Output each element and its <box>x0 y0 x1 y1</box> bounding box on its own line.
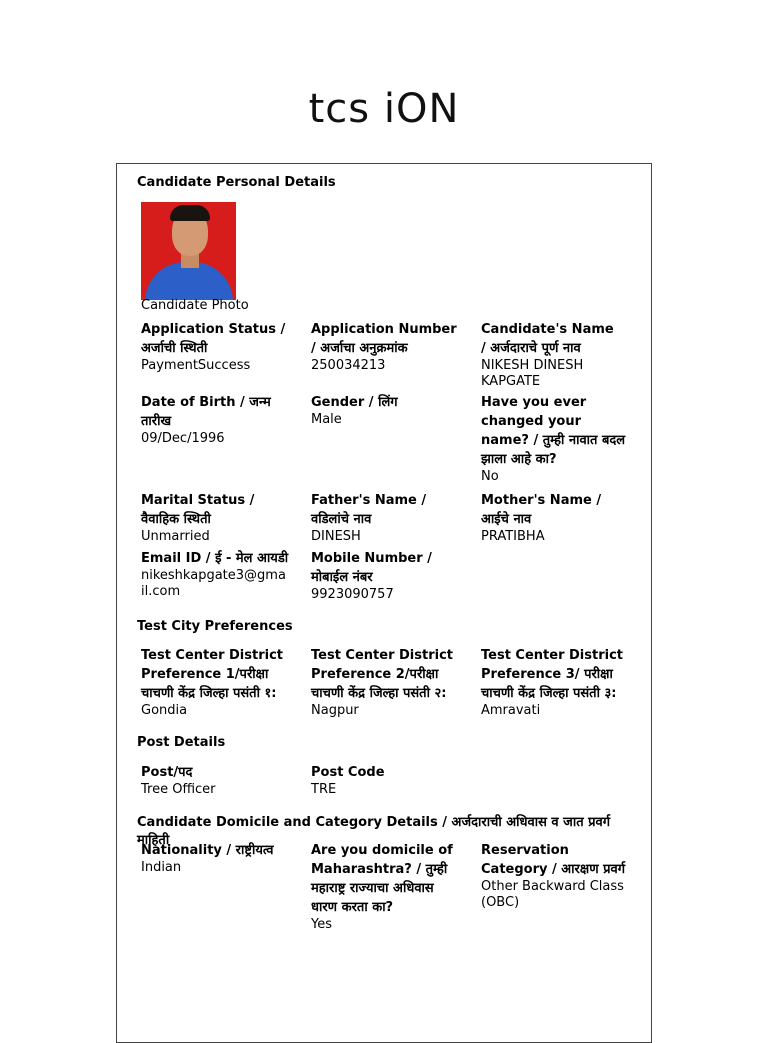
label: Application Number / अर्जाचा अनुक्रमांक <box>311 322 457 356</box>
label: Test Center District Preference 3/ परीक्षा चाचणी केंद्र जिल्हा पसंती ३: <box>481 648 624 701</box>
field-email <box>141 549 289 600</box>
field-reservation-category <box>481 841 629 911</box>
field-marital-status <box>141 491 291 545</box>
field-candidate-name <box>481 320 621 390</box>
label: Candidate's Name / अर्जदाराचे पूर्ण नाव <box>481 322 614 356</box>
application-card <box>116 163 652 1043</box>
section-personal-details: Candidate Personal Details <box>137 175 336 190</box>
candidate-photo <box>141 202 236 300</box>
value: nikeshkapgate3@gmail.com <box>141 568 286 599</box>
value: Gondia <box>141 703 188 718</box>
label: Mobile Number / मोबाईल नंबर <box>311 551 432 585</box>
section-domicile-category: Candidate Domicile and Category Details / अर्जदाराची अधिवास व जात प्रवर्ग माहिती <box>137 815 611 848</box>
label: Are you domicile of Maharashtra? / तुम्ही महाराष्ट्र राज्याचा अधिवास धारण करता का? <box>311 843 453 915</box>
field-center-pref-1 <box>141 646 289 719</box>
logo-text-tcs: tcs <box>308 86 371 132</box>
label: Test Center District Preference 2/परीक्षा चाचणी केंद्र जिल्हा पसंती २: <box>311 648 454 701</box>
value: Yes <box>311 917 332 932</box>
value: No <box>481 469 499 484</box>
value: PRATIBHA <box>481 529 545 544</box>
value: 9923090757 <box>311 587 394 602</box>
field-father-name <box>311 491 461 545</box>
value: NIKESH DINESH KAPGATE <box>481 358 584 389</box>
field-application-number <box>311 320 461 374</box>
field-post-code <box>311 763 461 798</box>
value: Male <box>311 412 342 427</box>
value: Amravati <box>481 703 541 718</box>
field-maharashtra-domicile <box>311 841 459 933</box>
value: Nagpur <box>311 703 359 718</box>
label: Father's Name / वडिलांचे नाव <box>311 493 427 527</box>
value: 09/Dec/1996 <box>141 431 225 446</box>
tcs-ion-logo <box>0 86 768 132</box>
label: Marital Status / वैवाहिक स्थिती <box>141 493 255 527</box>
field-gender <box>311 393 461 428</box>
label: Nationality / राष्ट्रीयत्व <box>141 843 274 858</box>
label: Have you ever changed your name? / तुम्ही नावात बदल झाला आहे का? <box>481 395 626 467</box>
section-post-details: Post Details <box>137 735 226 750</box>
label: Post Code <box>311 765 385 780</box>
label: Gender / लिंग <box>311 395 398 410</box>
label: Application Status / अर्जाची स्थिती <box>141 322 286 356</box>
label: Email ID / ई - मेल आयडी <box>141 551 289 566</box>
field-application-status <box>141 320 291 374</box>
section-test-city: Test City Preferences <box>137 619 293 634</box>
value: Indian <box>141 860 182 875</box>
field-center-pref-2 <box>311 646 459 719</box>
label: Post/पद <box>141 765 193 780</box>
photo-caption: Candidate Photo <box>141 298 249 313</box>
field-mobile <box>311 549 461 603</box>
value: Other Backward Class (OBC) <box>481 879 624 910</box>
value: Unmarried <box>141 529 210 544</box>
logo-text-ion: iON <box>383 86 460 132</box>
field-center-pref-3 <box>481 646 629 719</box>
value: DINESH <box>311 529 361 544</box>
label: Date of Birth / जन्म तारीख <box>141 395 271 429</box>
field-date-of-birth <box>141 393 291 447</box>
field-name-change <box>481 393 626 485</box>
value: 250034213 <box>311 358 386 373</box>
value: TRE <box>311 782 337 797</box>
field-nationality <box>141 841 291 876</box>
label: Mother's Name / आईचे नाव <box>481 493 602 527</box>
label: Reservation Category / आरक्षण प्रवर्ग <box>481 843 626 877</box>
value: PaymentSuccess <box>141 358 251 373</box>
field-post <box>141 763 291 798</box>
value: Tree Officer <box>141 782 216 797</box>
field-mother-name <box>481 491 626 545</box>
label: Test Center District Preference 1/परीक्षा चाचणी केंद्र जिल्हा पसंती १: <box>141 648 284 701</box>
